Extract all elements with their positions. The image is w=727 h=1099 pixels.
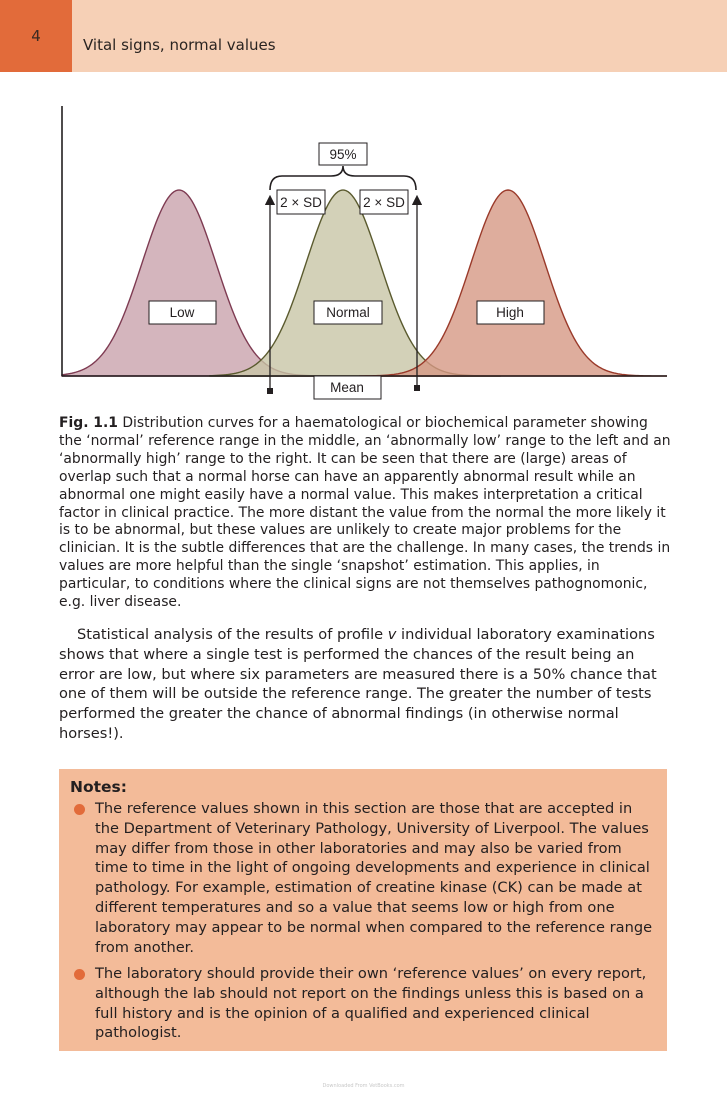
notes-title: Notes: (70, 778, 127, 796)
distribution-curves (62, 190, 667, 376)
note-item (95, 799, 655, 957)
mean-label: Mean (330, 380, 364, 395)
high-label: High (496, 305, 524, 320)
normal-label: Normal (326, 305, 370, 320)
body-italic-v: v (387, 626, 397, 643)
lower-limit-marker (267, 388, 273, 394)
note-text: The reference values shown in this section are those that are accepted in the Department of Veterinary Pathology, University of Liverpool. The values may differ from those in other laboratories and may also be varied from time to time in the light of ongoing developments and experience in clinical pathology. For example, estimation of creatine kinase (CK) can be made at different temperatures and so a value that seems low or high from one laboratory may appear to be normal when compared to the reference range from another. (95, 800, 653, 956)
bullet-icon (74, 804, 85, 815)
note-item (95, 964, 655, 1043)
upper-limit-marker (414, 385, 420, 391)
running-title: Vital signs, normal values (83, 36, 276, 54)
body-text-start: Statistical analysis of the results of profile (77, 626, 388, 643)
figure-caption (59, 415, 671, 612)
sd-right-label: 2 × SD (363, 195, 405, 210)
page-header (0, 0, 727, 72)
range-bracket (270, 166, 416, 190)
bullet-icon (74, 969, 85, 980)
low-label: Low (169, 305, 195, 320)
sd-left-label: 2 × SD (280, 195, 322, 210)
percent-label: 95% (329, 147, 357, 162)
caption-text: Distribution curves for a haematological or biochemical parameter showing the ‘normal’ reference range in the middle, an ‘abnormally low’ range to the left and an ‘abnormally high’ range to the right. It can be seen that there are (large) areas of overlap such that a normal horse can have an apparently abnormal result while an abnormal one might easily have a normal value. This makes interpretation a critical factor in clinical practice. The more distant the value from the normal the more likely it is to be abnormal, but these values are unlikely to create major problems for the clinician. It is the subtle differences that are the challenge. In many cases, the trends in values are more helpful than the single ‘snapshot’ estimation. This applies, in particular, to conditions where the clinical signs are not themselves pathognomonic, e.g. liver disease. (59, 415, 671, 611)
note-text: The laboratory should provide their own ‘reference values’ on every report, although the lab should not report on the findings unless this is based on a full history and is the opinion of a qualified and experienced clinical pathologist. (95, 965, 647, 1042)
body-paragraph (59, 625, 671, 744)
distribution-figure (0, 90, 727, 405)
page-number: 4 (0, 0, 72, 72)
notes-box (59, 769, 667, 1051)
figure-label: Fig. 1.1 (59, 415, 118, 431)
body-text-end: individual laboratory examinations shows that where a single test is performed the chances of the result being an error are low, but where six parameters are measured there is a 50% chance that one of them will be outside the reference range. The greater the number of tests performed the greater the chance of abnormal findings (in otherwise normal horses!). (59, 626, 657, 742)
footer-watermark: Downloaded From VetBooks.com (322, 1083, 405, 1089)
